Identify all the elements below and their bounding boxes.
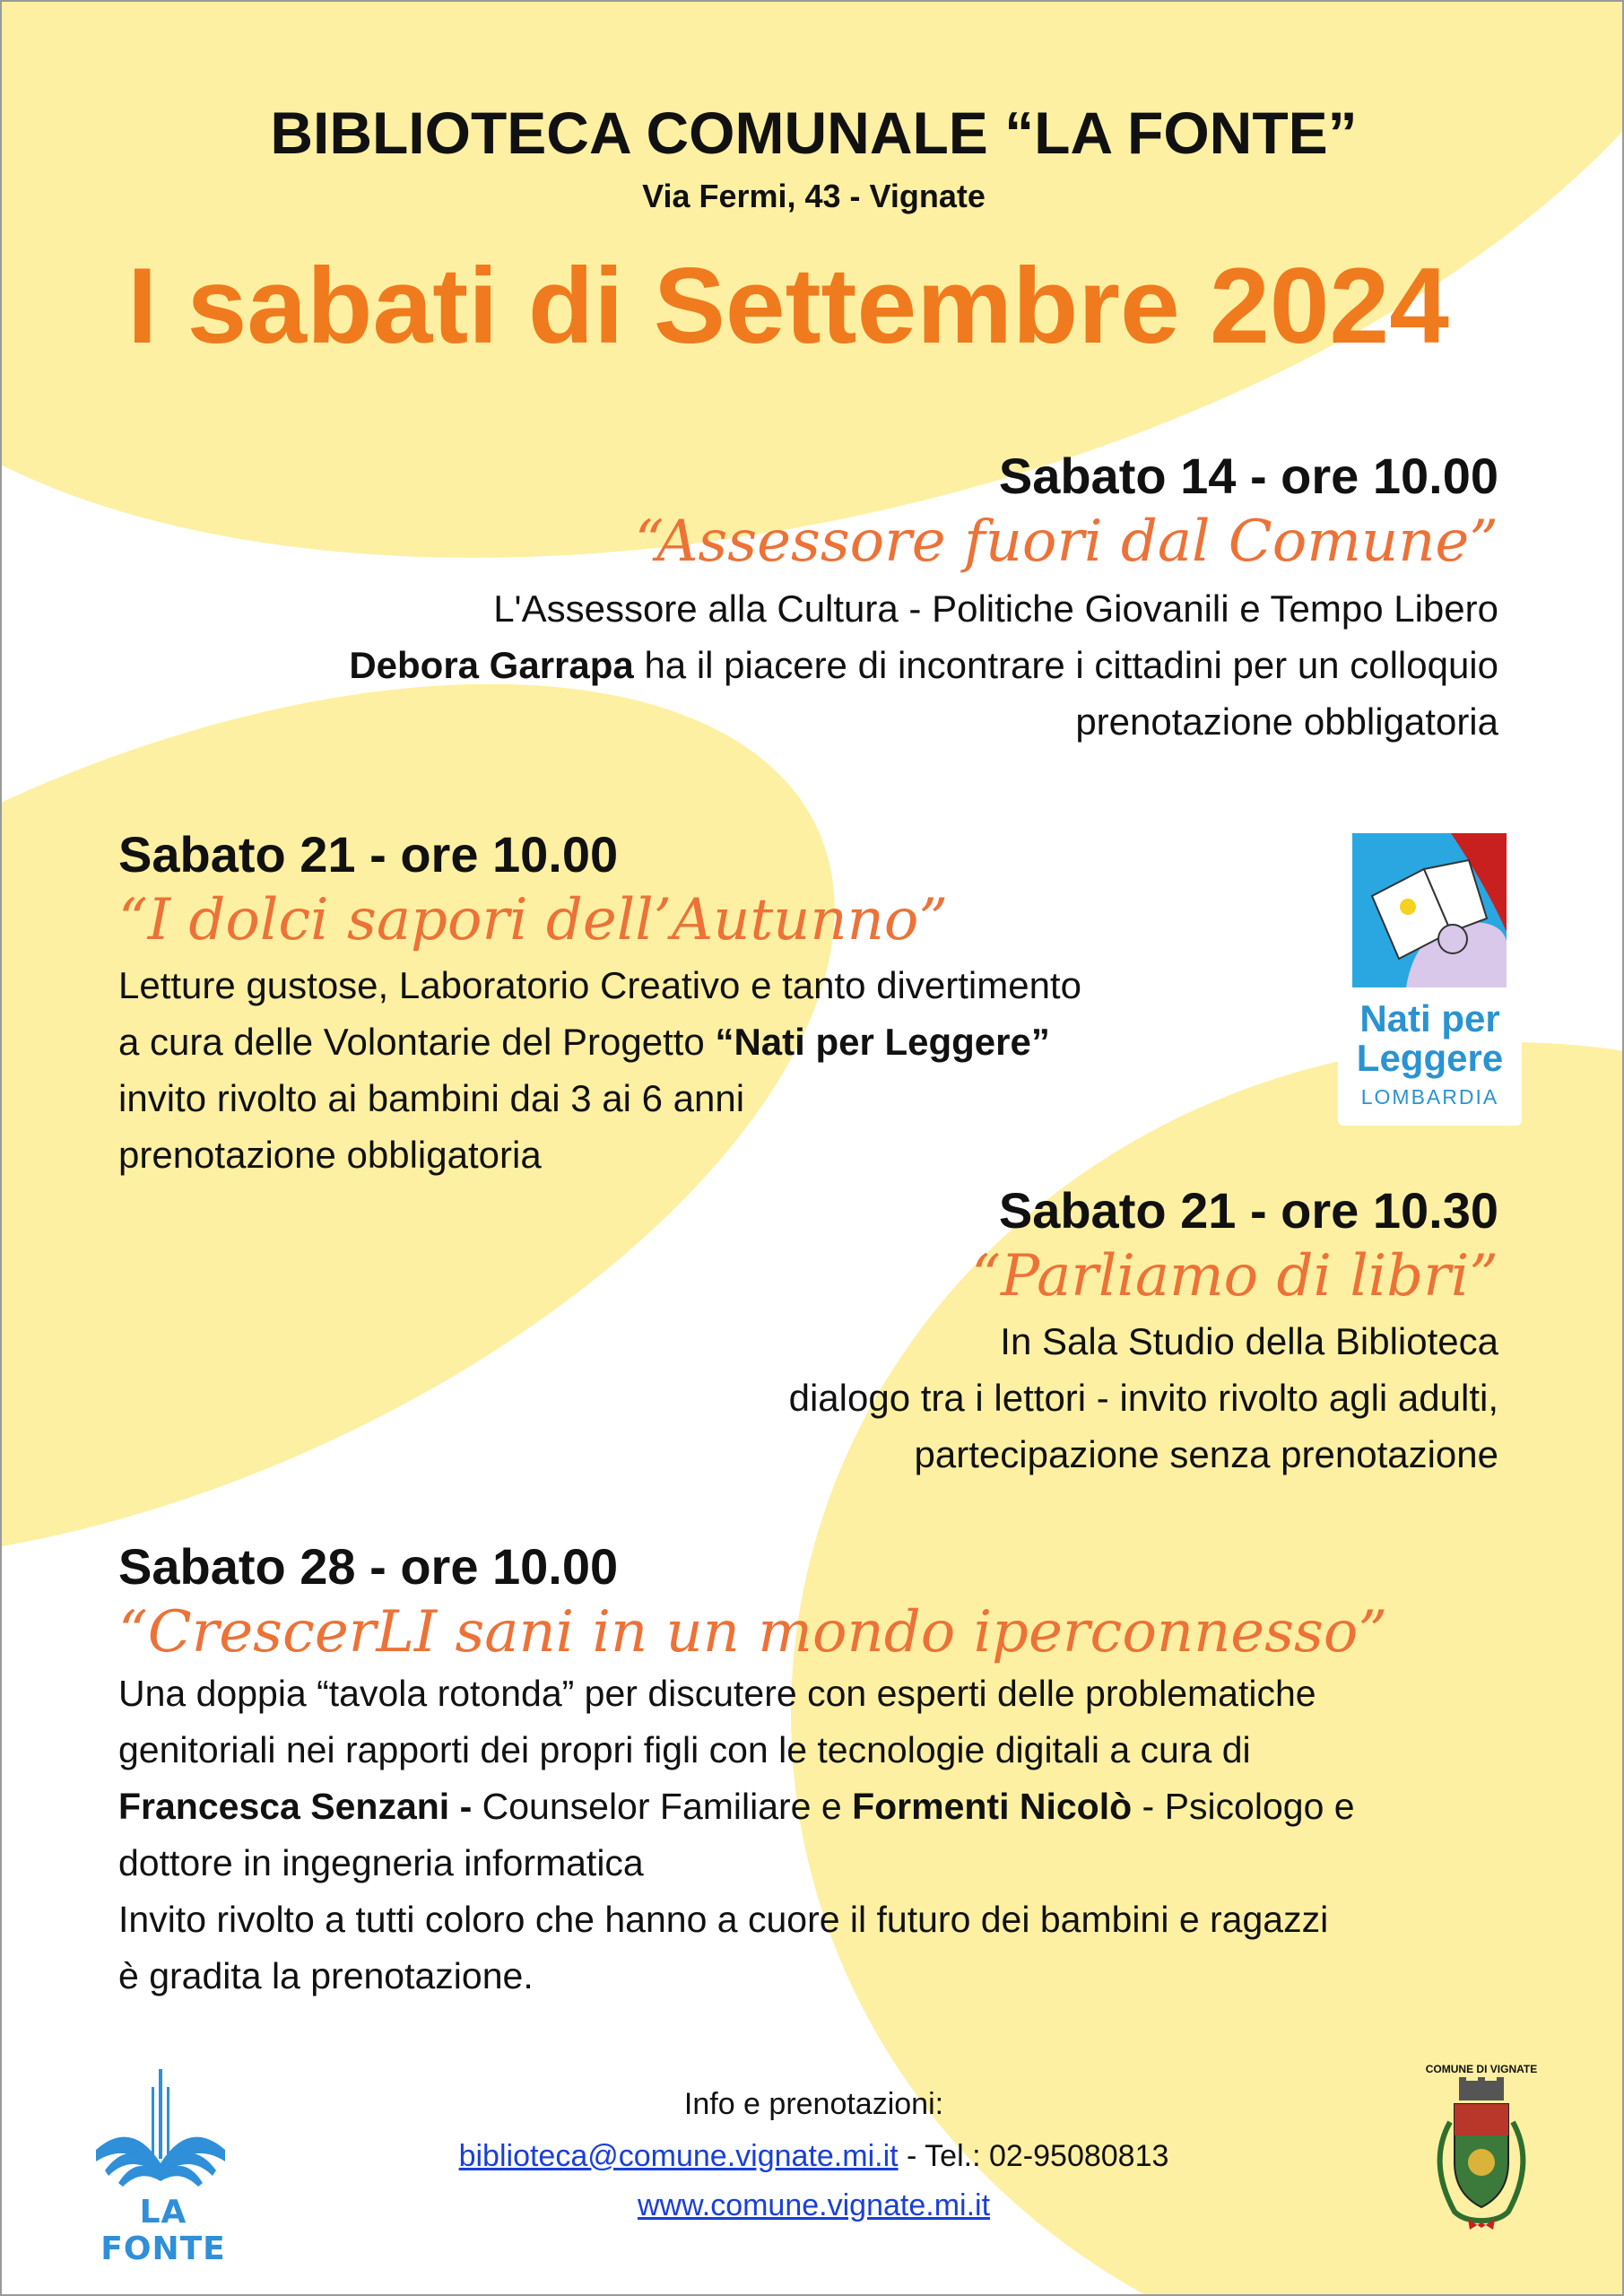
event-text: ha il piacere di incontrare i cittadini per un colloquio <box>633 644 1498 686</box>
speaker-name: Formenti Nicolò <box>852 1786 1133 1827</box>
event-2 <box>118 825 1081 1183</box>
event-line: Una doppia “tavola rotonda” per discutere con esperti delle problematiche <box>118 1673 1316 1714</box>
reading-child-illustration <box>1352 833 1507 987</box>
event-description <box>789 1313 1498 1483</box>
nati-per-leggere-logo <box>1338 831 1522 1126</box>
event-title: “Parliamo di libri” <box>971 1243 1498 1309</box>
event-line: partecipazione senza prenotazione <box>914 1433 1498 1475</box>
page-title: I sabati di Settembre 2024 <box>127 246 1449 366</box>
event-text: Counselor Familiare e <box>472 1786 853 1827</box>
event-date: Sabato 21 - ore 10.00 <box>118 826 619 883</box>
event-line: prenotazione obbligatoria <box>1075 700 1498 743</box>
event-description <box>349 580 1498 750</box>
event-text: a cura delle Volontarie del Progetto <box>118 1021 716 1063</box>
email-link[interactable]: biblioteca@comune.vignate.mi.it <box>458 2139 899 2173</box>
logo-region: LOMBARDIA <box>1360 1085 1499 1109</box>
event-line: dialogo tra i lettori - invito rivolto agli adulti, <box>788 1377 1498 1419</box>
event-line: L'Assessore alla Cultura - Politiche Giovanili e Tempo Libero <box>493 587 1498 630</box>
library-name: BIBLIOTECA COMUNALE “LA FONTE” <box>270 100 1358 166</box>
speaker-name: Debora Garrapa <box>349 644 634 686</box>
event-title: “I dolci sapori dell’Autunno” <box>118 887 949 953</box>
event-4 <box>118 1537 1387 2005</box>
crest-label: COMUNE DI VIGNATE <box>1425 2063 1538 2075</box>
phone-text: - Tel.: 02-95080813 <box>898 2139 1169 2173</box>
la-fonte-logo <box>87 2065 239 2267</box>
event-line: dottore in ingegneria informatica <box>118 1842 644 1883</box>
event-date: Sabato 21 - ore 10.30 <box>998 1182 1498 1239</box>
event-line: prenotazione obbligatoria <box>118 1134 542 1176</box>
event-text: - Psicologo e <box>1132 1786 1355 1827</box>
event-line: Invito rivolto a tutti coloro che hanno a cuore il futuro dei bambini e ragazzi <box>118 1899 1329 1940</box>
footer-label: Info e prenotazioni: <box>683 2087 944 2121</box>
website-link[interactable]: www.comune.vignate.mi.it <box>637 2188 991 2222</box>
library-address: Via Fermi, 43 - Vignate <box>642 178 986 214</box>
event-title: “Assessore fuori dal Comune” <box>634 509 1498 575</box>
comune-vignate-crest <box>1414 2056 1549 2235</box>
footer-website <box>2 2188 1624 2223</box>
logo-line: Leggere <box>1356 1037 1504 1079</box>
speaker-name: Francesca Senzani - <box>118 1786 473 1827</box>
event-1 <box>349 447 1498 750</box>
la-fonte-logo-text: LA FONTE <box>100 2194 226 2267</box>
event-line <box>349 637 1498 693</box>
footer-contact <box>2 2139 1624 2174</box>
event-line: invito rivolto ai bambini dai 3 ai 6 anni <box>118 1077 745 1119</box>
project-name: “Nati per Leggere” <box>715 1021 1050 1063</box>
event-date: Sabato 14 - ore 10.00 <box>998 448 1498 504</box>
event-date: Sabato 28 - ore 10.00 <box>118 1538 619 1595</box>
event-3 <box>789 1181 1498 1483</box>
event-line <box>118 1013 1081 1070</box>
event-title: “CrescerLI sani in un mondo iperconnesso” <box>118 1599 1388 1665</box>
event-line: In Sala Studio della Biblioteca <box>1000 1320 1498 1362</box>
event-line: genitoriali nei rapporti dei propri figli con le tecnologie digitali a cura di <box>118 1729 1251 1770</box>
event-line: è gradita la prenotazione. <box>118 1955 534 1996</box>
event-description <box>118 957 1081 1183</box>
logo-line: Nati per <box>1359 997 1500 1039</box>
fountain-book-icon <box>87 2065 239 2199</box>
event-line <box>118 1779 1387 1835</box>
event-description <box>118 1665 1387 2005</box>
event-line: Letture gustose, Laboratorio Creativo e tanto divertimento <box>118 964 1081 1006</box>
coat-of-arms-icon <box>1414 2077 1549 2239</box>
